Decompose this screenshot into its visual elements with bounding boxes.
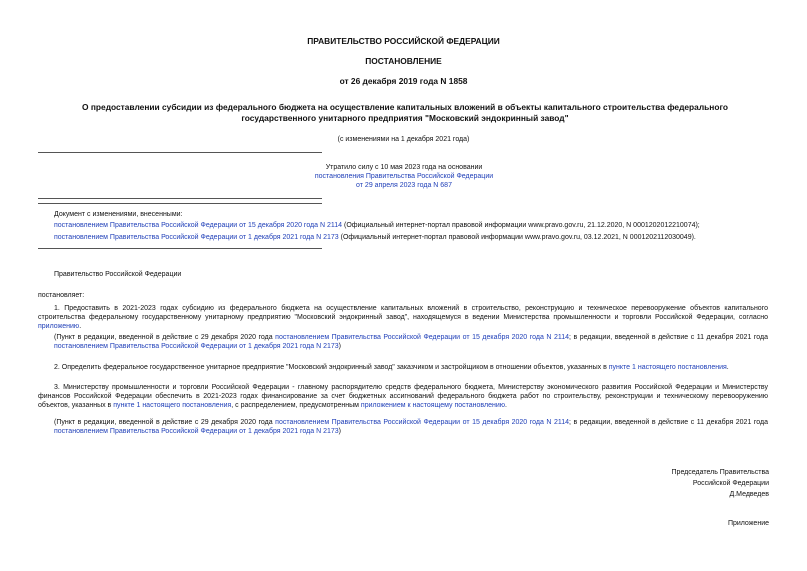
note-text: ; в редакции, введенной в действие с 11 декабря 2021 года: [569, 334, 768, 341]
paragraph-2-text: 2. Определить федеральное государственное унитарное предприятие "Московский эндокринный завод" заказчиком и застройщиком в отношении объектов, указанных в: [54, 364, 609, 371]
note-text: ; в редакции, введенной в действие с 11 декабря 2021 года: [569, 419, 768, 426]
amendment-link[interactable]: постановлением Правительства Российской Федерации от 1 декабря 2021 года N 2173: [54, 233, 339, 241]
expired-link-line2[interactable]: от 29 апреля 2023 года N 687: [356, 181, 452, 189]
note-link-2114[interactable]: постановлением Правительства Российской Федерации от 15 декабря 2020 года N 2114: [275, 334, 570, 341]
divider-middle-1: [38, 198, 322, 199]
divider-top: [38, 152, 322, 153]
appendix-link[interactable]: приложением к настоящему постановлению: [360, 401, 505, 409]
paragraph-1-note: [54, 334, 768, 352]
paragraph-3: [38, 384, 768, 410]
decrees-word: постановляет:: [38, 292, 85, 299]
paragraph-3-text: , с распределением, предусмотренным: [231, 401, 361, 409]
divider-middle-2: [38, 203, 322, 204]
signature-position: Председатель Правительства: [671, 469, 769, 476]
note-link-2114[interactable]: постановлением Правительства Российской Федерации от 15 декабря 2020 года N 2114: [275, 419, 570, 426]
expired-text: Утратило силу с 10 мая 2023 года на основании: [325, 164, 483, 171]
signature-name: Д.Медведев: [729, 491, 769, 499]
paragraph-2-end: .: [726, 364, 729, 371]
clause-1-link[interactable]: пункте 1 настоящего постановления: [113, 401, 232, 409]
appendix-label: Приложение: [727, 520, 769, 527]
signature-country: Российской Федерации: [692, 480, 769, 488]
amendments-block: [54, 211, 768, 242]
paragraph-1: [38, 305, 768, 331]
note-text: ): [338, 342, 342, 350]
amendment-source: (Официальный интернет-портал правовой информации www.pravo.gov.ru, 03.12.2021, N 0001202112030049).: [338, 233, 696, 241]
government-heading: ПРАВИТЕЛЬСТВО РОССИЙСКОЙ ФЕДЕРАЦИИ: [307, 36, 500, 46]
paragraph-3-note: [54, 419, 768, 437]
issuing-government: Правительство Российской Федерации: [54, 271, 182, 278]
amendments-intro: Документ с изменениями, внесенными:: [54, 211, 183, 218]
changes-note: (с изменениями на 1 декабря 2021 года): [337, 136, 470, 143]
amendment-item: [54, 234, 768, 243]
note-text: ): [338, 427, 342, 435]
amendment-item: [54, 222, 768, 231]
date-number-heading: от 26 декабря 2019 года N 1858: [339, 76, 468, 86]
document-title: О предоставлении субсидии из федерального бюджета на осуществление капитальных вложений в объекты капитального строительства федерального государственного унитарного предприятия "Московский эндокринный завод": [82, 102, 728, 124]
paragraph-3-end: .: [505, 401, 507, 409]
signature-block: [672, 467, 769, 501]
doc-type-heading: ПОСТАНОВЛЕНИЕ: [365, 56, 442, 66]
amendment-source: (Официальный интернет-портал правовой информации www.pravo.gov.ru, 21.12.2020, N 0001202012210074);: [342, 221, 700, 229]
note-link-2173[interactable]: постановлением Правительства Российской Федерации от 1 декабря 2021 года N 2173: [54, 427, 339, 435]
paragraph-3-text: 3. Министерству промышленности и торговли Российской Федерации - главному распорядителю средств федерального бюджета, Министерству экономического развития Российской Федерации и Министерству финансов Российской Федерации обеспечить в 2021-2023 годах финансирование за счет бюджетных ассигнований федерального бюджета работ по строительству, реконструкции и техническому перевооружению объектов, указанных в: [38, 384, 768, 409]
note-text: (Пункт в редакции, введенной в действие с 29 декабря 2020 года: [54, 334, 276, 341]
expired-link-line1[interactable]: постановления Правительства Российской Федерации: [314, 172, 494, 180]
divider-bottom: [38, 248, 322, 249]
note-text: (Пункт в редакции, введенной в действие с 29 декабря 2020 года: [54, 419, 276, 426]
expired-notice: [280, 164, 528, 190]
clause-1-link[interactable]: пункте 1 настоящего постановления: [608, 364, 727, 371]
amendment-link[interactable]: постановлением Правительства Российской Федерации от 15 декабря 2020 года N 2114: [54, 221, 343, 229]
appendix-link[interactable]: приложению: [38, 322, 80, 330]
paragraph-1-text: 1. Предоставить в 2021-2023 годах субсидию из федерального бюджета на осуществление капитальных вложений в строительство, реконструкцию и техническое перевооружение объектов капитального строительства федеральному государственному унитарному предприятию "Московский эндокринный завод", находящемуся в ведении Министерства промышленности и торговли Российской Федерации, согласно: [38, 305, 768, 321]
note-link-2173[interactable]: постановлением Правительства Российской Федерации от 1 декабря 2021 года N 2173: [54, 342, 339, 350]
paragraph-1-end: .: [79, 322, 82, 330]
paragraph-2: [38, 364, 768, 373]
